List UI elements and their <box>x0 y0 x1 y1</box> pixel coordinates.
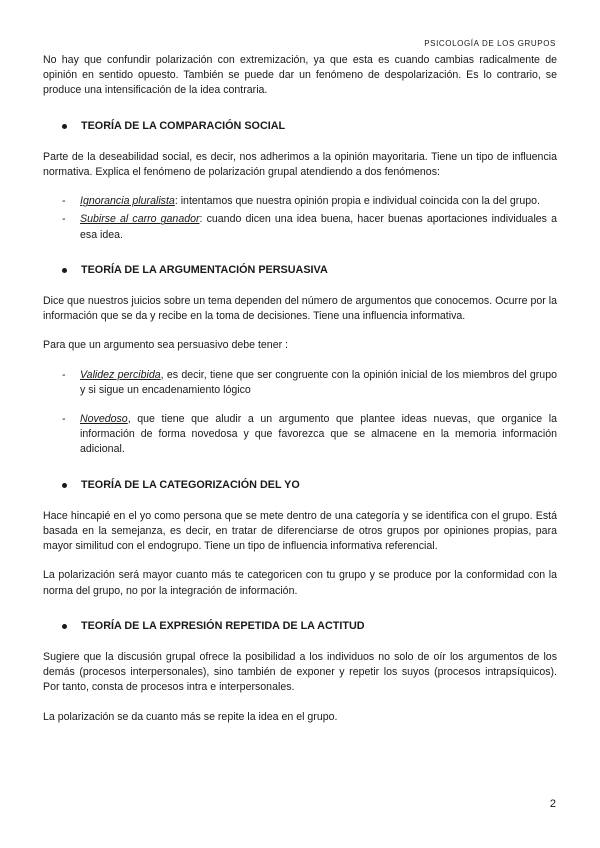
bullet-icon <box>62 268 67 273</box>
section-paragraph: Parte de la deseabilidad social, es decir, nos adherimos a la opinión mayoritaria. Tiene un tipo de influencia normativa. Explica el fenómeno de polarización grupal atendiendo a dos fenómenos: <box>43 150 557 179</box>
section-heading-categorizacion-yo <box>43 478 557 493</box>
dash-marker: - <box>62 213 66 226</box>
page-number: 2 <box>549 798 556 810</box>
section-paragraph: La polarización será mayor cuanto más te categoricen con tu grupo y se produce por la conformidad con la norma del grupo, no por la integración de información. <box>43 569 557 597</box>
section-heading-argumentacion-persuasiva <box>43 263 557 278</box>
list-item-text: , que tiene que aludir a un argumento que plantee ideas nuevas, que organice la información de forma novedosa y que favorezca que se almacene en la memoria información adicional. <box>80 413 557 456</box>
section-paragraph: La polarización se da cuanto más se repite la idea en el grupo. <box>43 710 338 723</box>
section-heading-expresion-repetida <box>43 619 557 634</box>
list-item <box>43 412 557 458</box>
list-item-term: Ignorancia pluralista <box>80 195 175 208</box>
bullet-list <box>43 194 557 243</box>
list-item-text: : cuando dicen una idea buena, hacer buenas aportaciones individuales a esa idea. <box>80 213 557 241</box>
list-item-term: Validez percibida <box>80 368 161 381</box>
list-item-term: Novedoso <box>80 413 128 426</box>
list-item-term: Subirse al carro ganador <box>80 213 200 226</box>
list-item-text: , es decir, tiene que ser congruente con la opinión inicial de los miembros del grupo y si sigue un encadenamiento lógico <box>80 368 557 396</box>
list-item-text: : intentamos que nuestra opinión propia e individual coincida con la del grupo. <box>174 195 540 208</box>
list-item <box>43 194 557 209</box>
bullet-icon <box>62 624 67 629</box>
section-paragraph: Dice que nuestros juicios sobre un tema dependen del número de argumentos que conocemos. Ocurre por la información que se da y recibe en la toma de decisiones. Tiene una influencia informativa. <box>43 295 557 323</box>
section-title: TEORÍA DE LA CATEGORIZACIÓN DEL YO <box>81 478 300 491</box>
bullet-icon <box>62 124 67 129</box>
intro-paragraph: No hay que confundir polarización con extremización, ya que esta es cuando cambias radicalmente de opinión en sentido opuesto. También se puede dar un fenómeno de despolarización. Es lo contrario, se produce una intensificación de la idea contraria. <box>43 54 557 97</box>
section-heading-comparacion-social <box>43 119 557 134</box>
list-item <box>43 212 557 242</box>
bullet-icon <box>62 483 67 488</box>
dash-marker: - <box>62 368 66 381</box>
page-content <box>43 53 557 739</box>
dash-marker: - <box>62 195 66 208</box>
section-title: TEORÍA DE LA ARGUMENTACIÓN PERSUASIVA <box>81 263 328 276</box>
dash-marker: - <box>62 413 66 426</box>
section-paragraph: Para que un argumento sea persuasivo debe tener : <box>43 339 288 352</box>
section-paragraph: Hace hincapié en el yo como persona que se mete dentro de una categoría y se identifica con el grupo. Está basada en la semejanza, es decir, en tratar de diferenciarse de otros grupos por opiniones propias, para mayor similitud con el endogrupo. Tiene un tipo de influencia informativa referencial. <box>43 509 557 553</box>
section-title: TEORÍA DE LA EXPRESIÓN REPETIDA DE LA ACTITUD <box>81 619 365 632</box>
running-header: PSICOLOGÍA DE LOS GRUPOS <box>424 39 556 48</box>
list-item <box>43 368 557 398</box>
section-title: TEORÍA DE LA COMPARACIÓN SOCIAL <box>81 119 286 132</box>
bullet-list <box>43 368 557 458</box>
section-paragraph: Sugiere que la discusión grupal ofrece la posibilidad a los individuos no solo de oír los argumentos de los demás (procesos interpersonales), sino también de exponer y repetir los suyos (procesos intrapsíquicos). Por tanto, consta de procesos intra e interpersonales. <box>43 651 557 694</box>
